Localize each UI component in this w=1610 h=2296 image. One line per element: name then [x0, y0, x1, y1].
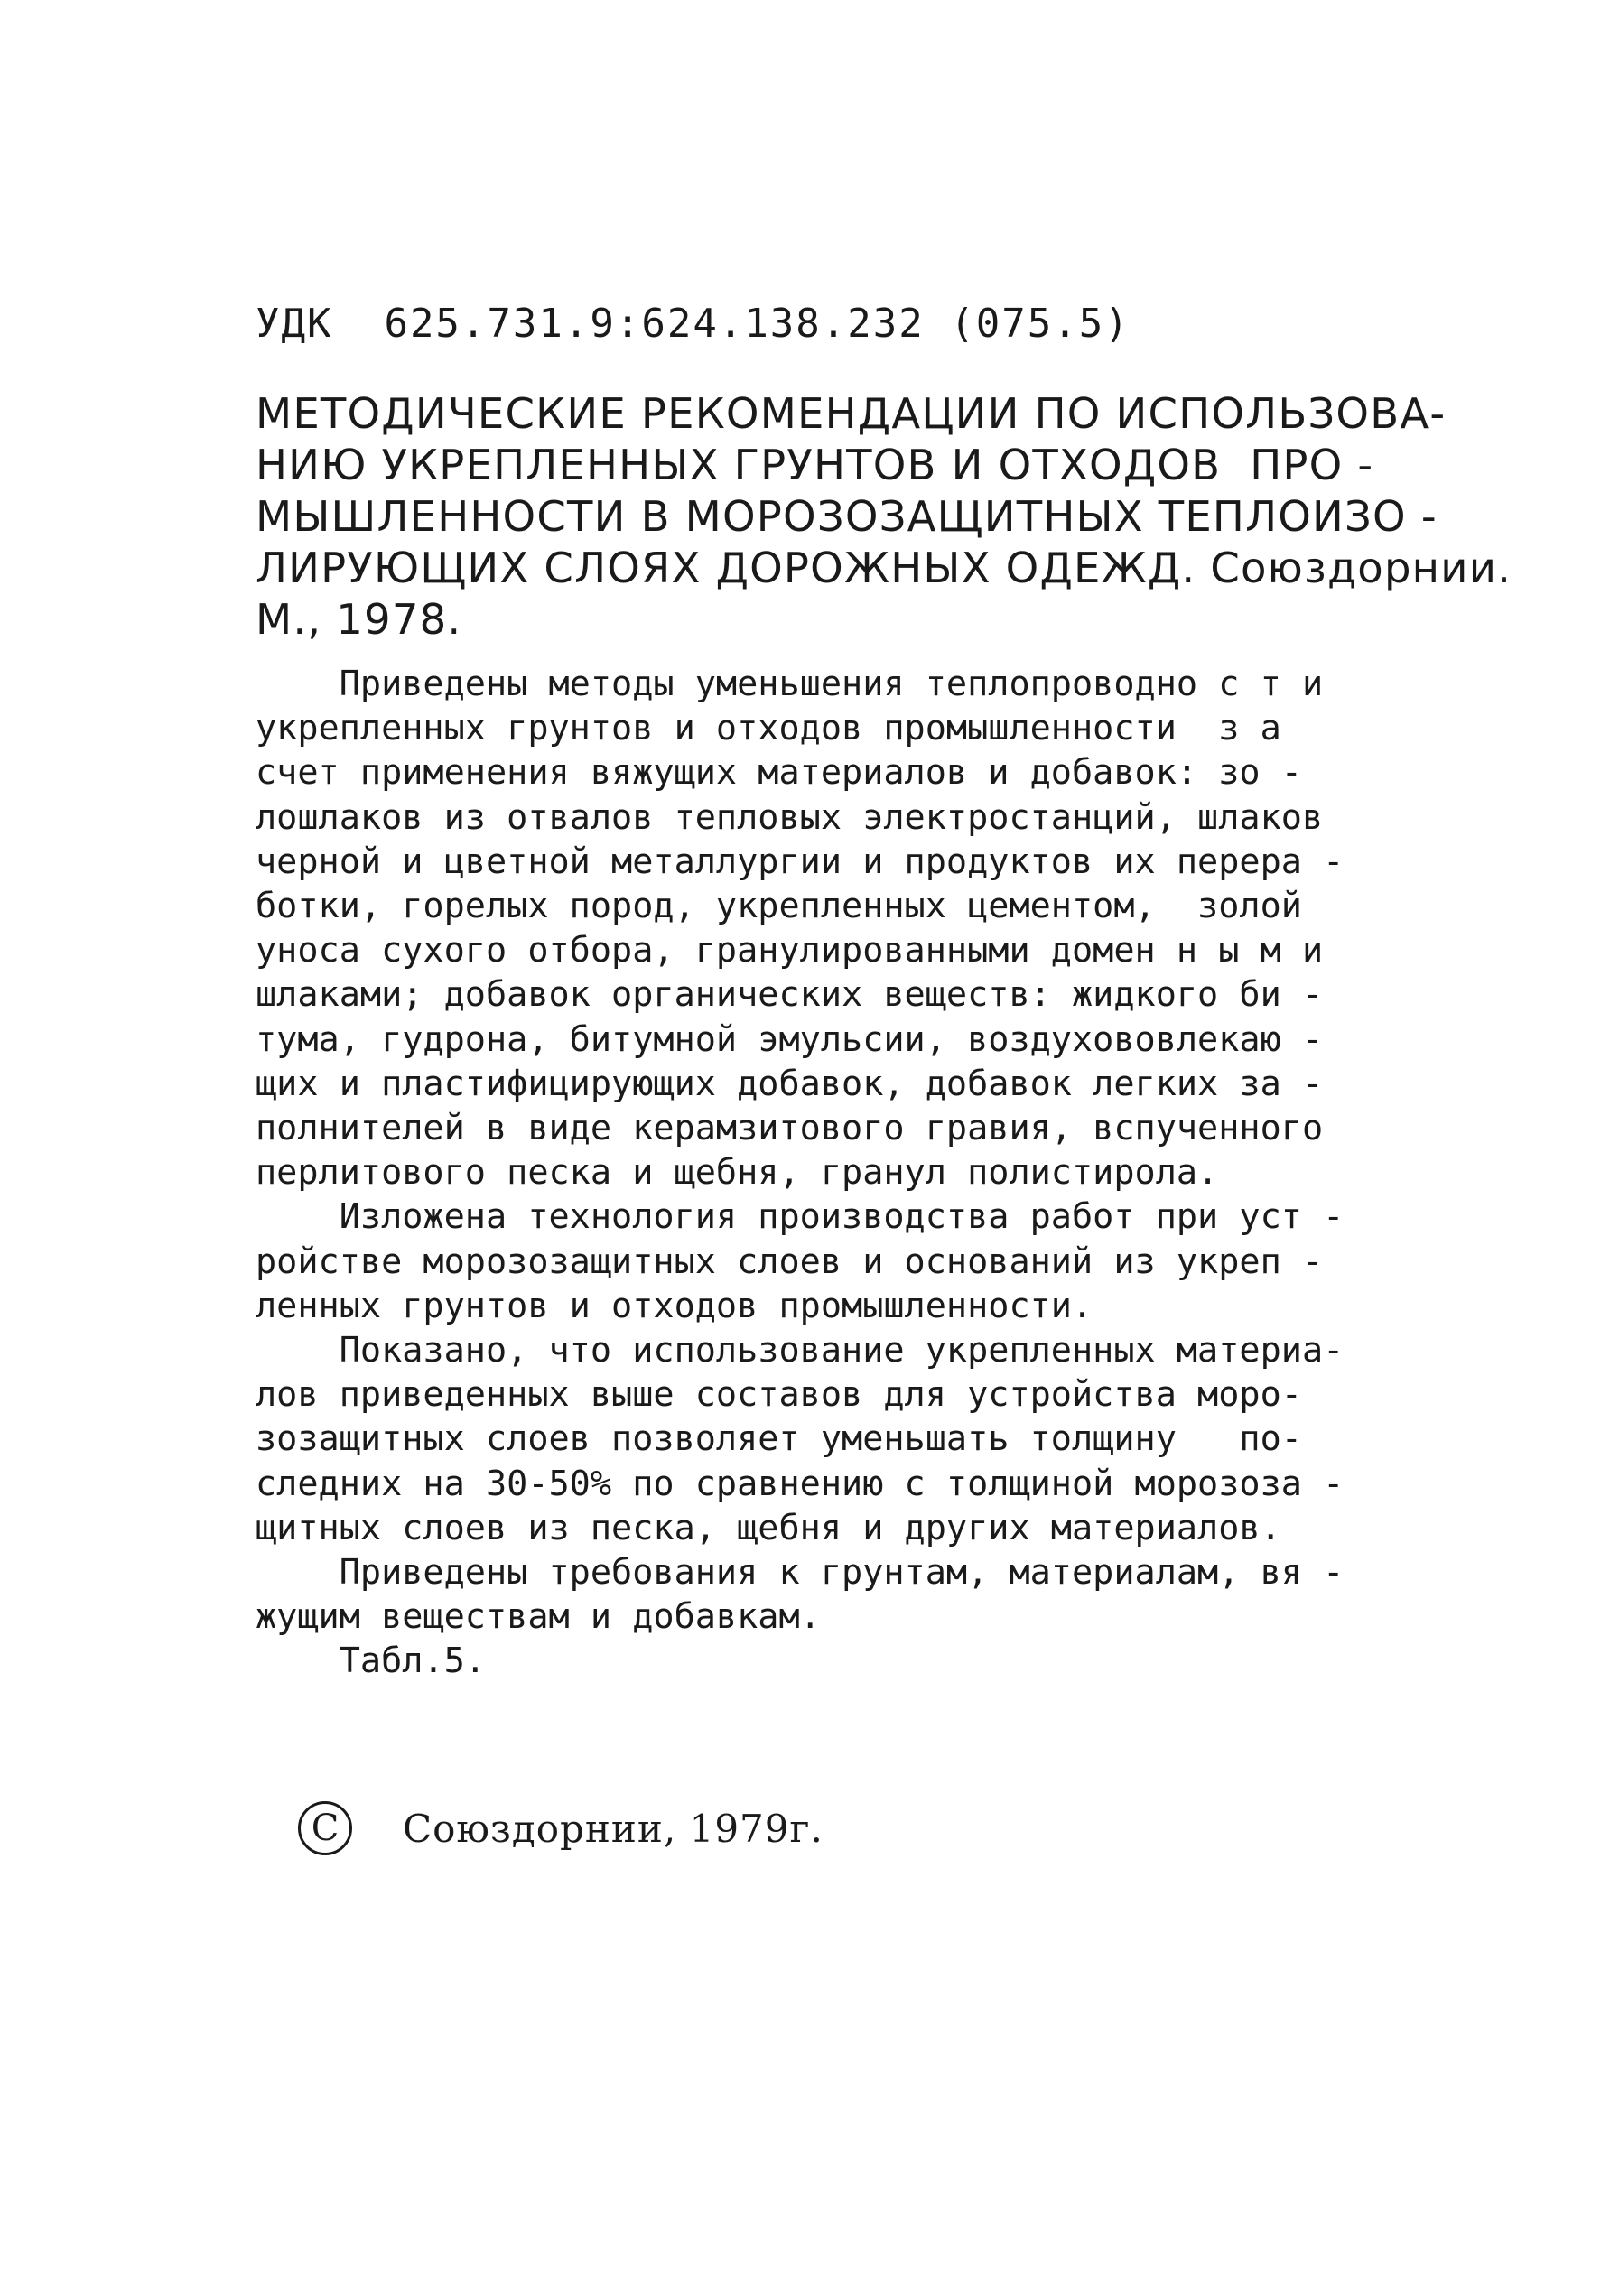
abstract-line: Показано, что использование укрепленных материа-	[256, 1330, 1345, 1371]
abstract-line: тума, гудрона, битумной эмульсии, воздухововлекаю -	[256, 1018, 1324, 1060]
abstract-line: перлитового песка и щебня, гранул полистирола.	[256, 1152, 1219, 1194]
abstract-line: щитных слоев из песка, щебня и других материалов.	[256, 1507, 1281, 1548]
document-title	[256, 388, 1512, 646]
abstract-line: Изложена технология производства работ при уст -	[256, 1196, 1345, 1238]
abstract-text	[256, 662, 1402, 1684]
abstract-line: лов приведенных выше составов для устройства моро-	[256, 1374, 1302, 1416]
abstract-line: укрепленных грунтов и отходов промышленности з а	[256, 708, 1281, 749]
abstract-line: ботки, горелых пород, укрепленных цементом, золой	[256, 886, 1302, 927]
copyright-text: Союздорнии, 1979г.	[403, 1806, 824, 1851]
udk-code: УДК 625.731.9:624.138.232 (075.5)	[256, 301, 1131, 347]
title-line: МЕТОДИЧЕСКИЕ РЕКОМЕНДАЦИИ ПО ИСПОЛЬЗОВА-	[256, 389, 1447, 438]
title-line: ЛИРУЮЩИХ СЛОЯХ ДОРОЖНЫХ ОДЕЖД. Союздорнии.	[256, 544, 1512, 592]
abstract-line: ленных грунтов и отходов промышленности.	[256, 1285, 1093, 1326]
abstract-line: следних на 30-50% по сравнению с толщиной морозоза -	[256, 1463, 1345, 1504]
abstract-line: лошлаков из отвалов тепловых электростанций, шлаков	[256, 796, 1324, 838]
abstract-line: ройстве морозозащитных слоев и оснований из укреп -	[256, 1241, 1324, 1282]
abstract-line: зозащитных слоев позволяет уменьшать толщину по-	[256, 1418, 1302, 1460]
abstract-line: жущим веществам и добавкам.	[256, 1596, 821, 1638]
abstract-line: Приведены методы уменьшения теплопроводно с т и	[256, 664, 1324, 704]
title-line: МЫШЛЕННОСТИ В МОРОЗОЗАЩИТНЫХ ТЕПЛОИЗО -	[256, 492, 1438, 541]
copyright-icon: C	[298, 1801, 352, 1855]
abstract-line: черной и цветной металлургии и продуктов их перера -	[256, 841, 1345, 882]
abstract-line: шлаками; добавок органических веществ: жидкого би -	[256, 974, 1324, 1016]
abstract-line: уноса сухого отбора, гранулированными домен н ы м и	[256, 930, 1324, 971]
copyright-block	[298, 1801, 824, 1855]
abstract-line: полнителей в виде керамзитового гравия, вспученного	[256, 1108, 1324, 1149]
abstract-line: Табл.5.	[256, 1641, 486, 1682]
title-line: М., 1978.	[256, 595, 462, 644]
abstract-line: щих и пластифицирующих добавок, добавок легких за -	[256, 1063, 1324, 1104]
abstract-line: счет применения вяжущих материалов и добавок: зо -	[256, 752, 1302, 794]
title-line: НИЮ УКРЕПЛЕННЫХ ГРУНТОВ И ОТХОДОВ ПРО -	[256, 441, 1374, 489]
abstract-line: Приведены требования к грунтам, материалам, вя -	[256, 1552, 1345, 1594]
